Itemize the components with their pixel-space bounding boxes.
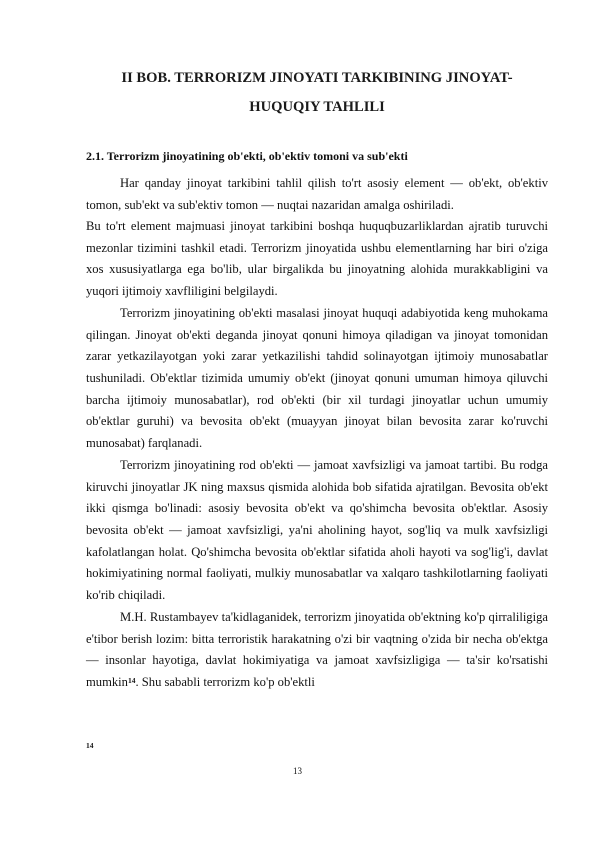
chapter-title-line-1: II BOB. TERRORIZM JINOYATI TARKIBINING JINOYAT-: [121, 70, 513, 86]
paragraph-5-text-end: . Shu sababli terrorizm ko'p ob'ektli: [135, 674, 315, 689]
section-title: 2.1. Terrorizm jinoyatining ob'ekti, ob'ektiv tomoni va sub'ekti: [86, 149, 408, 163]
footnote-reference[interactable]: 14: [127, 675, 136, 685]
paragraph-4: Terrorizm jinoyatining rod ob'ekti — jamoat xavfsizligi va jamoat tartibi. Bu rodga kiruvchi jinoyatlar JK ning maxsus qismida alohida bob sifatida ajratilgan. Bevosita ob'ekt ikki qismga bo'linadi: asosiy bevosita ob'ekt va qo'shimcha bevosita ob'ektlar. Asosiy bevosita ob'ekt — jamoat xavfsizligi, ya'ni aholining hayot, sog'liq va mulk xavfsizligi kafolatlangan holat. Qo'shimcha bevosita ob'ektlar sifatida aholi hayoti va sog'lig'i, davlat hokimiyatining normal faoliyati, mulkiy munosabatlar va xalqaro tashkilotlarning faoliyati ko'rib chiqiladi.: [86, 458, 548, 602]
paragraph-2: Bu to'rt element majmuasi jinoyat tarkibini boshqa huquqbuzarliklardan ajratib turuvchi mezonlar tizimini tashkil etadi. Terrorizm jinoyatida ushbu elementlarning har biri o'ziga xos xususiyatlarga ega bo'lib, ular birgalikda bu jinoyatning alohida murakkabligini va yuqori ijtimoiy xavfliligini belgilaydi.: [86, 219, 548, 298]
chapter-title: [86, 64, 548, 122]
chapter-title-line-2: HUQUQIY TAHLILI: [249, 99, 385, 115]
paragraph-5-text: M.H. Rustambayev ta'kidlaganidek, terrorizm jinoyatida ob'ektning ko'p qirraliligiga e'tibor berish lozim: bitta terroristik harakatning o'zi bir vaqtning o'zida bir necha ob'ektga — insonlar hayotiga, davlat hokimiyatiga va jamoat xavfsizligiga — ta'sir ko'rsatishi mumkin: [86, 610, 548, 689]
footnote-number: 14: [86, 741, 94, 750]
paragraph-1: Har qanday jinoyat tarkibini tahlil qilish to'rt asosiy element — ob'ekt, ob'ektiv tomon, sub'ekt va sub'ektiv tomon — nuqtai nazaridan amalga oshiriladi.: [86, 176, 548, 212]
paragraph-5: [86, 607, 548, 694]
page-number: 13: [293, 766, 302, 776]
paragraph-3: Terrorizm jinoyatining ob'ekti masalasi jinoyat huquqi adabiyotida keng muhokama qilingan. Jinoyat ob'ekti deganda jinoyat qonuni himoya qiladigan va jinoyat tomonidan zarar yetkazilayotgan yoki zarar yetkazilishi tahdid solinayotgan ijtimoiy munosabatlar tushuniladi. Ob'ektlar tizimida umumiy ob'ekt (jinoyat qonuni umuman himoya qiluvchi barcha ijtimoiy munosabatlar), rod ob'ekti (bir xil turdagi jinoyatlar uchun umumiy ob'ektlar guruhi) va bevosita ob'ekt (muayyan jinoyat bilan bevosita zarar ko'ruvchi munosabat) farqlanadi.: [86, 306, 548, 450]
